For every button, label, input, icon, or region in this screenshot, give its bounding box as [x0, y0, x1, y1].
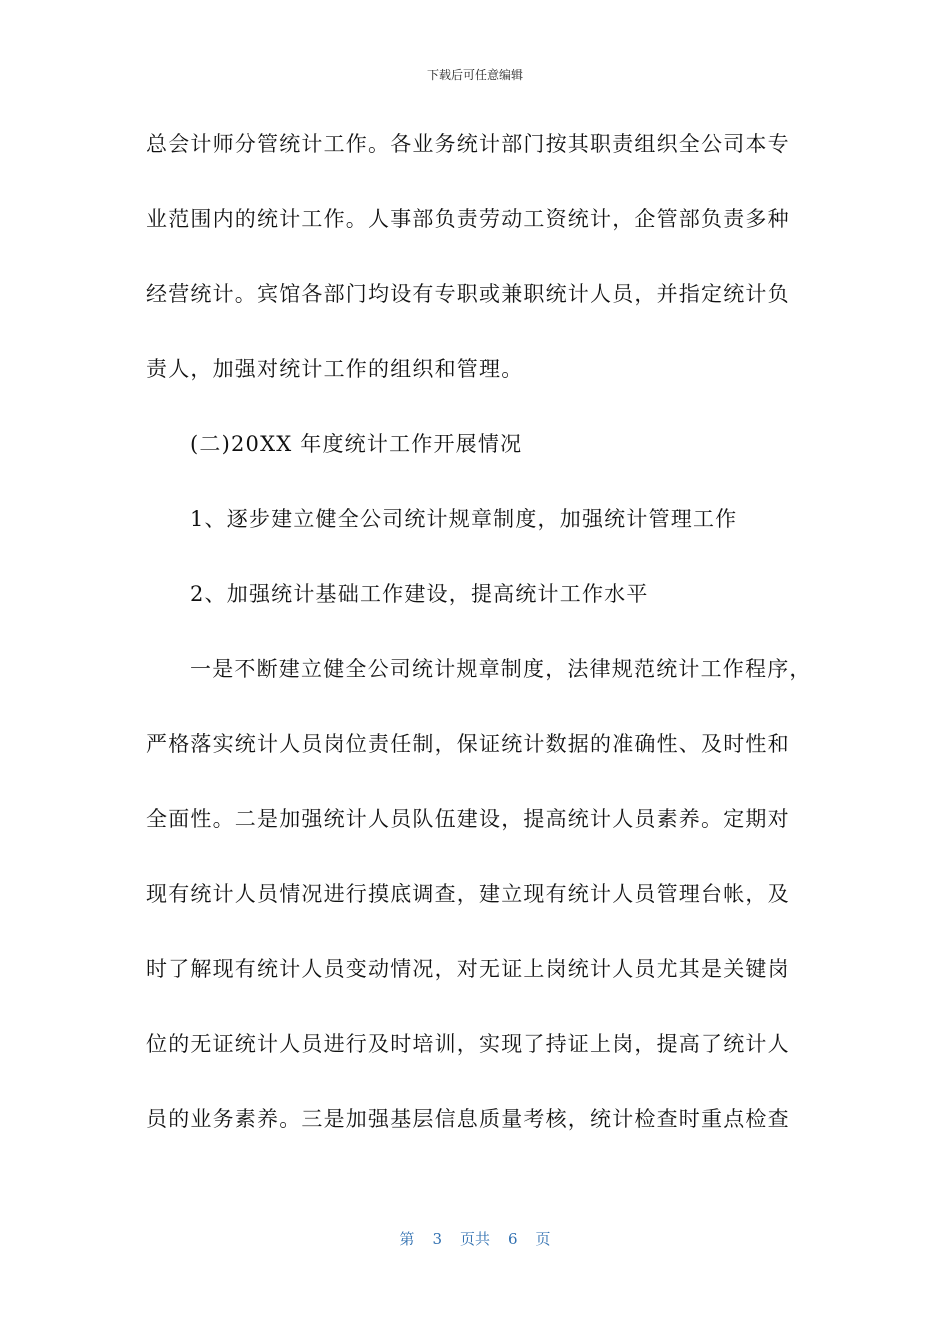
paragraph-line: 严格落实统计人员岗位责任制，保证统计数据的准确性、及时性和: [146, 732, 790, 756]
footer-prefix: 第: [399, 1230, 415, 1248]
footer-middle: 页共: [459, 1230, 490, 1248]
paragraph-line: 责人，加强对统计工作的组织和管理。: [146, 357, 524, 381]
list-item: 2、加强统计基础工作建设，提高统计工作水平: [190, 582, 649, 606]
total-page-count: 6: [508, 1230, 518, 1248]
paragraph-line: 现有统计人员情况进行摸底调查，建立现有统计人员管理台帐，及: [146, 882, 790, 906]
paragraph-line: 全面性。二是加强统计人员队伍建设，提高统计人员素养。定期对: [146, 807, 790, 831]
paragraph-line: 位的无证统计人员进行及时培训，实现了持证上岗，提高了统计人: [146, 1032, 790, 1056]
section-heading: (二)20XX 年度统计工作开展情况: [190, 432, 523, 456]
paragraph-line: 经营统计。宾馆各部门均设有专职或兼职统计人员，并指定统计负: [146, 282, 790, 306]
list-item: 1、逐步建立健全公司统计规章制度，加强统计管理工作: [190, 507, 738, 531]
paragraph-line: 业范围内的统计工作。人事部负责劳动工资统计，企管部负责多种: [146, 207, 790, 231]
page-header: 下载后可任意编辑: [426, 68, 523, 82]
paragraph-line: 时了解现有统计人员变动情况，对无证上岗统计人员尤其是关键岗: [146, 957, 790, 981]
document-body: [146, 122, 826, 1172]
current-page-number: 3: [432, 1230, 442, 1248]
page-footer: [0, 1228, 950, 1249]
footer-suffix: 页: [535, 1230, 551, 1248]
paragraph-line: 员的业务素养。三是加强基层信息质量考核，统计检查时重点检查: [146, 1107, 790, 1131]
paragraph-line: 一是不断建立健全公司统计规章制度，法律规范统计工作程序，: [190, 657, 812, 681]
paragraph-line: 总会计师分管统计工作。各业务统计部门按其职责组织全公司本专: [146, 132, 790, 156]
